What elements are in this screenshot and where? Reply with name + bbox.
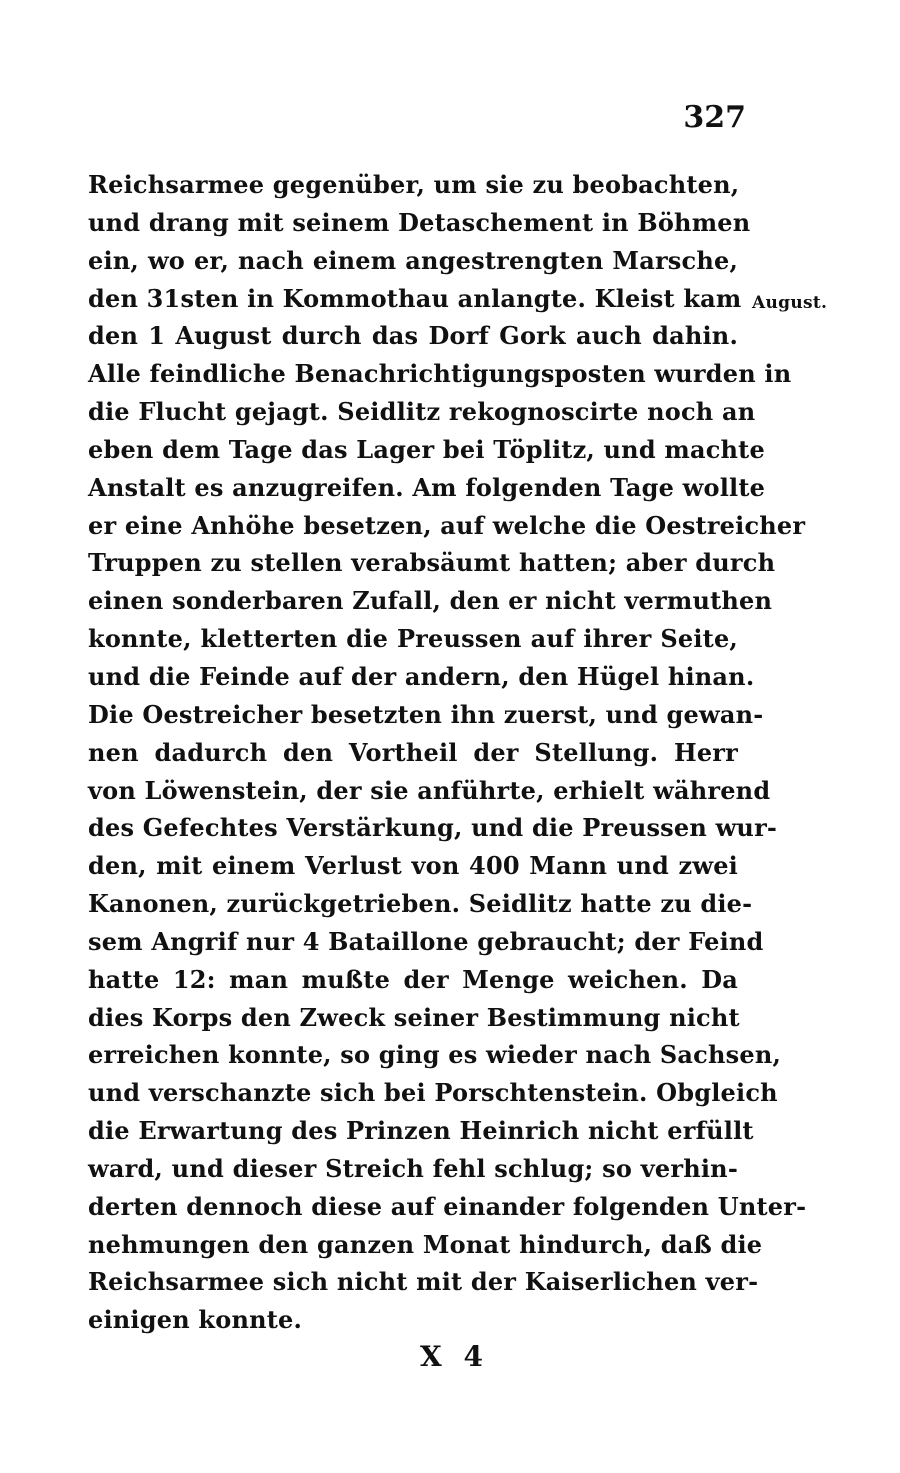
text-line: einigen konnte. xyxy=(88,1305,303,1335)
text-line: den 31sten in Kommothau anlangte. Kleist kam xyxy=(88,283,742,313)
page-number: 327 xyxy=(683,100,746,135)
margin-note: August. xyxy=(752,293,828,313)
text-line: nehmungen den ganzen Monat hindurch, daß die xyxy=(88,1229,763,1259)
body-text xyxy=(88,166,807,1339)
text-line: ein, wo er, nach einem angestrengten Marsche, xyxy=(88,245,738,275)
text-line: den 1 August durch das Dorf Gork auch dahin. xyxy=(88,321,738,351)
text-line: und die Feinde auf der andern, den Hügel hinan. xyxy=(88,661,755,691)
text-line: nen dadurch den Vortheil der Stellung. Herr xyxy=(88,737,738,767)
text-line: des Gefechtes Verstärkung, und die Preussen wur- xyxy=(88,813,778,843)
text-line: dies Korps den Zweck seiner Bestimmung nicht xyxy=(88,1002,740,1032)
text-line: einen sonderbaren Zufall, den er nicht vermuthen xyxy=(88,586,773,616)
text-line: Alle feindliche Benachrichtigungsposten wurden in xyxy=(88,359,792,389)
text-line: erreichen konnte, so ging es wieder nach Sachsen, xyxy=(88,1040,782,1070)
text-line: Reichsarmee sich nicht mit der Kaiserlichen ver- xyxy=(88,1267,759,1297)
text-line: Reichsarmee gegenüber, um sie zu beobachten, xyxy=(88,170,740,199)
signature-mark: X 4 xyxy=(420,1340,489,1373)
text-line: die Erwartung des Prinzen Heinrich nicht erfüllt xyxy=(88,1116,754,1146)
text-line: eben dem Tage das Lager bei Töplitz, und machte xyxy=(88,434,765,464)
text-line: Truppen zu stellen verabsäumt hatten; aber durch xyxy=(88,548,776,578)
text-line: Die Oestreicher besetzten ihn zuerst, und gewan- xyxy=(88,699,764,729)
text-line: ward, und dieser Streich fehl schlug; so verhin- xyxy=(88,1153,738,1183)
text-line: er eine Anhöhe besetzen, auf welche die Oestreicher xyxy=(88,510,806,540)
text-line: derten dennoch diese auf einander folgenden Unter- xyxy=(88,1191,807,1221)
text-line: die Flucht gejagt. Seidlitz rekognoscirte noch an xyxy=(88,397,756,427)
text-line: den, mit einem Verlust von 400 Mann und zwei xyxy=(88,851,738,881)
text-line: konnte, kletterten die Preussen auf ihrer Seite, xyxy=(88,624,738,654)
text-line: sem Angrif nur 4 Bataillone gebraucht; der Feind xyxy=(88,926,764,956)
text-line: von Löwenstein, der sie anführte, erhielt während xyxy=(88,775,771,805)
text-line: Kanonen, zurückgetrieben. Seidlitz hatte zu die- xyxy=(88,889,753,919)
text-line: und drang mit seinem Detaschement in Böhmen xyxy=(88,207,751,237)
text-line: Anstalt es anzugreifen. Am folgenden Tage wollte xyxy=(88,472,766,502)
text-line: und verschanzte sich bei Porschtenstein. Obgleich xyxy=(88,1078,778,1108)
text-line: hatte 12: man mußte der Menge weichen. Da xyxy=(88,964,738,994)
